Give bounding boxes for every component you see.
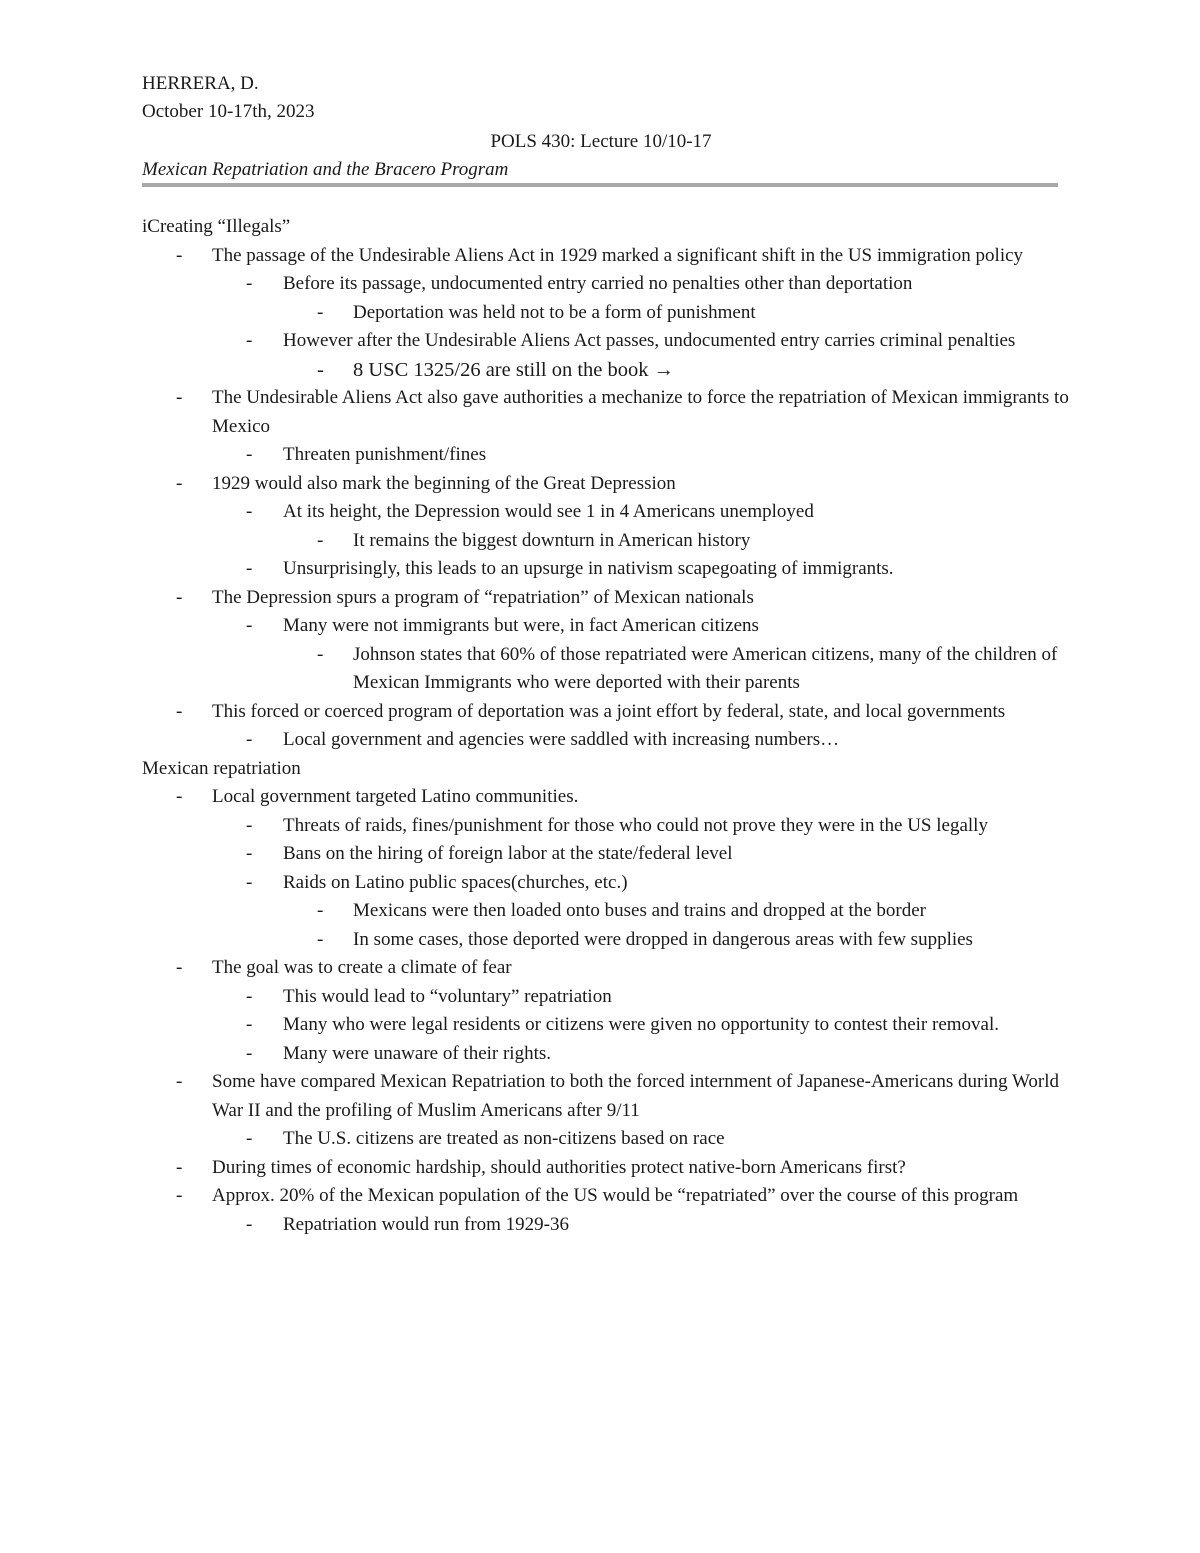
title-divider xyxy=(142,183,1058,187)
bullet-text: This forced or coerced program of deportation was a joint effort by federal, state, and local governments xyxy=(212,700,1006,722)
bullet-item-level-2 xyxy=(142,498,1072,527)
bullet-dash: - xyxy=(317,928,324,950)
bullet-text: However after the Undesirable Aliens Act passes, undocumented entry carries criminal penalties xyxy=(283,330,1016,351)
bullet-text: Bans on the hiring of foreign labor at the state/federal level xyxy=(283,843,733,864)
bullet-dash: - xyxy=(246,1128,253,1149)
bullet-dash: - xyxy=(176,387,183,408)
bullet-text: During times of economic hardship, should authorities protect native-born Americans first? xyxy=(212,1156,906,1178)
bullet-item-level-1 xyxy=(142,1068,1072,1125)
bullet-text: This would lead to “voluntary” repatriation xyxy=(283,985,612,1007)
bullet-item-level-2 xyxy=(142,1040,1072,1069)
bullet-text: 8 USC 1325/26 are still on the book → xyxy=(353,358,675,381)
bullet-dash: - xyxy=(246,615,253,636)
bullet-item-level-1 xyxy=(142,783,1072,812)
bullet-text: Threaten punishment/fines xyxy=(283,444,487,465)
bullet-text: Local government and agencies were saddled with increasing numbers… xyxy=(283,729,840,750)
bullet-text: Threats of raids, fines/punishment for those who could not prove they were in the US legally xyxy=(283,814,988,836)
bullet-text: Many were not immigrants but were, in fact American citizens xyxy=(283,615,759,636)
course-title: POLS 430: Lecture 10/10-17 xyxy=(490,131,712,152)
bullet-item-level-1 xyxy=(142,384,1072,441)
bullet-dash: - xyxy=(176,1156,183,1178)
section-heading: iCreating “Illegals” xyxy=(142,216,291,237)
bullet-item-level-2 xyxy=(142,327,1072,356)
bullet-item-level-2 xyxy=(142,555,1072,584)
bullet-item-level-2 xyxy=(142,869,1072,898)
bullet-text: Some have compared Mexican Repatriation to both the forced internment of Japanese-Americans during World War II and the profiling of Muslim Americans after 9/11 xyxy=(212,1071,1060,1121)
bullet-dash: - xyxy=(317,301,324,323)
bullet-item-level-1 xyxy=(142,1154,1072,1183)
bullet-item-level-2 xyxy=(142,726,1072,755)
bullet-text: The Depression spurs a program of “repatriation” of Mexican nationals xyxy=(212,586,754,608)
bullet-dash: - xyxy=(246,444,253,465)
bullet-text: The Undesirable Aliens Act also gave authorities a mechanize to force the repatriation of Mexican immigrants to Mexico xyxy=(212,387,1069,437)
bullet-item-level-3 xyxy=(142,641,1072,698)
bullet-text: Repatriation would run from 1929-36 xyxy=(283,1213,570,1235)
bullet-text: Johnson states that 60% of those repatriated were American citizens, many of the children of Mexican Immigrants who were deported with their parents xyxy=(353,643,1058,693)
bullet-item-level-1 xyxy=(142,954,1072,983)
bullet-dash: - xyxy=(317,900,324,921)
section-heading: Mexican repatriation xyxy=(142,757,301,779)
bullet-dash: - xyxy=(246,1213,253,1235)
bullet-dash: - xyxy=(246,330,253,351)
bullet-text: It remains the biggest downturn in American history xyxy=(353,529,751,551)
bullet-dash: - xyxy=(176,586,183,608)
notes-body xyxy=(142,213,1072,1239)
lecture-date: October 10-17th, 2023 xyxy=(142,101,315,122)
bullet-dash: - xyxy=(246,558,253,579)
bullet-dash: - xyxy=(246,273,253,294)
document-subtitle: Mexican Repatriation and the Bracero Program xyxy=(142,159,509,180)
bullet-item-level-3 xyxy=(142,897,1072,926)
bullet-item-level-2 xyxy=(142,441,1072,470)
bullet-dash: - xyxy=(246,1014,253,1035)
bullet-dash: - xyxy=(176,1185,183,1206)
bullet-dash: - xyxy=(176,786,183,807)
bullet-text: Unsurprisingly, this leads to an upsurge in nativism scapegoating of immigrants. xyxy=(283,558,894,579)
bullet-dash: - xyxy=(176,472,183,494)
bullet-item-level-3 xyxy=(142,926,1072,955)
bullet-item-level-2 xyxy=(142,840,1072,869)
bullet-dash: - xyxy=(246,985,253,1007)
bullet-item-level-2 xyxy=(142,1211,1072,1240)
bullet-item-level-1 xyxy=(142,1182,1072,1211)
bullet-dash: - xyxy=(317,529,324,551)
bullet-dash: - xyxy=(176,957,183,978)
bullet-dash: - xyxy=(176,244,183,266)
bullet-item-level-1 xyxy=(142,470,1072,499)
bullet-item-level-1 xyxy=(142,242,1072,271)
bullet-item-level-2 xyxy=(142,983,1072,1012)
bullet-text: Many who were legal residents or citizens were given no opportunity to contest their removal. xyxy=(283,1014,999,1035)
bullet-dash: - xyxy=(246,843,253,864)
bullet-text: The goal was to create a climate of fear xyxy=(212,957,512,978)
bullet-text: Raids on Latino public spaces(churches, etc.) xyxy=(283,871,628,893)
bullet-text: The U.S. citizens are treated as non-citizens based on race xyxy=(283,1128,725,1149)
bullet-dash: - xyxy=(246,1042,253,1064)
bullet-text: At its height, the Depression would see 1 in 4 Americans unemployed xyxy=(283,501,814,522)
bullet-text: Mexicans were then loaded onto buses and trains and dropped at the border xyxy=(353,900,926,921)
bullet-text: The passage of the Undesirable Aliens Act in 1929 marked a significant shift in the US immigration policy xyxy=(212,244,1024,266)
bullet-item-level-3 xyxy=(142,299,1072,328)
bullet-text: Local government targeted Latino communities. xyxy=(212,786,579,807)
bullet-dash: - xyxy=(317,358,324,381)
bullet-dash: - xyxy=(246,729,253,750)
author-name: HERRERA, D. xyxy=(142,73,259,94)
bullet-dash: - xyxy=(246,501,253,522)
bullet-text: 1929 would also mark the beginning of the Great Depression xyxy=(212,472,676,494)
bullet-dash: - xyxy=(176,700,183,722)
bullet-dash: - xyxy=(246,814,253,836)
bullet-text: Approx. 20% of the Mexican population of the US would be “repatriated” over the course of this program xyxy=(212,1185,1019,1206)
bullet-dash: - xyxy=(317,643,324,665)
bullet-text: Deportation was held not to be a form of punishment xyxy=(353,301,756,323)
bullet-item-level-2 xyxy=(142,612,1072,641)
bullet-text: In some cases, those deported were dropped in dangerous areas with few supplies xyxy=(353,928,973,950)
bullet-item-level-1 xyxy=(142,584,1072,613)
bullet-item-level-1 xyxy=(142,698,1072,727)
bullet-item-level-2 xyxy=(142,1011,1072,1040)
bullet-text: Before its passage, undocumented entry carried no penalties other than deportation xyxy=(283,273,913,294)
bullet-dash: - xyxy=(246,871,253,893)
bullet-item-level-3 xyxy=(142,356,1072,385)
bullet-item-level-2 xyxy=(142,812,1072,841)
bullet-item-level-2 xyxy=(142,1125,1072,1154)
bullet-item-level-2 xyxy=(142,270,1072,299)
bullet-dash: - xyxy=(176,1071,183,1092)
bullet-item-level-3 xyxy=(142,527,1072,556)
bullet-text: Many were unaware of their rights. xyxy=(283,1042,552,1064)
